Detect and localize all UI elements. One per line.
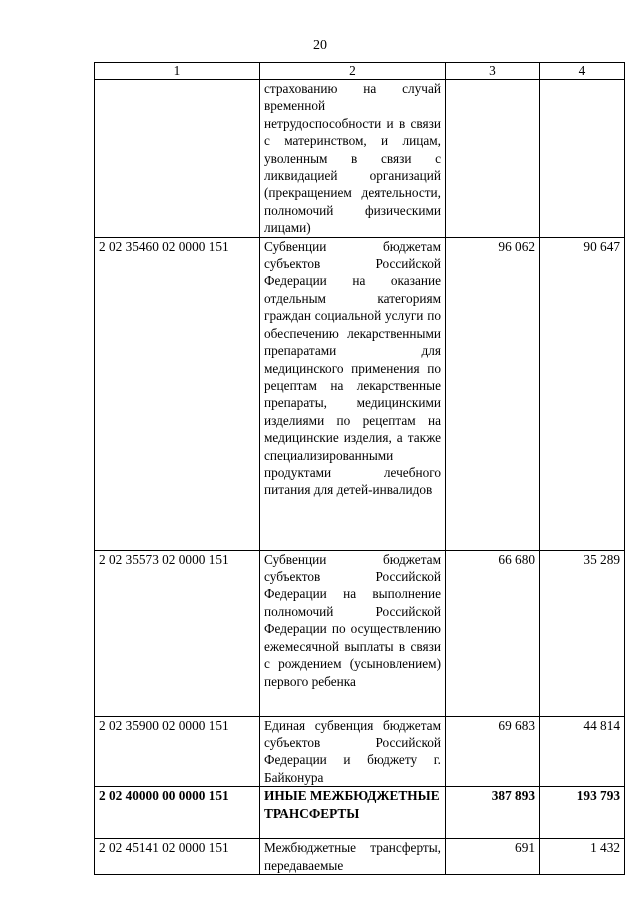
description-cell <box>260 550 446 716</box>
description-text: страхованию на случай временной нетрудоспособности и в связи с материнством, и лицам, уволенным в связи с ликвидацией организаций (прекращением деятельности, полномочий физическими лицами) <box>264 81 441 236</box>
table-row <box>95 716 625 787</box>
code-cell: 2 02 40000 00 0000 151 <box>95 787 260 839</box>
description-text: ИНЫЕ МЕЖБЮДЖЕТНЫЕ ТРАНСФЕРТЫ <box>264 788 440 821</box>
description-cell <box>260 237 446 550</box>
table-row <box>95 839 625 875</box>
description-text: Межбюджетные трансферты, передаваемые <box>264 840 441 873</box>
value-cell-col4: 35 289 <box>540 550 625 716</box>
value-cell-col4: 1 432 <box>540 839 625 875</box>
description-cell <box>260 80 446 238</box>
value-cell-col3: 387 893 <box>446 787 540 839</box>
column-header-1: 1 <box>95 63 260 80</box>
value-cell-col3: 691 <box>446 839 540 875</box>
column-header-2: 2 <box>260 63 446 80</box>
description-text: Субвенции бюджетам субъектов Российской Федерации на выполнение полномочий Российской Федерации по осуществлению ежемесячной выплаты в связи с рождением (усыновлением) первого ребенка <box>264 551 441 689</box>
value-cell-col4 <box>540 80 625 238</box>
table-row <box>95 80 625 238</box>
value-cell-col4: 193 793 <box>540 787 625 839</box>
page-number: 20 <box>313 38 327 53</box>
value-cell-col4: 44 814 <box>540 716 625 787</box>
description-text: Субвенции бюджетам субъектов Российской Федерации на оказание отдельным категориям граждан социальной услуги по обеспечению лекарственными препаратами для медицинского применения по рецептам на лекарственные препараты, медицинскими изделиями по рецептам на медицинские изделия, а также специализированными продуктами лечебного питания для детей-инвалидов <box>264 238 441 498</box>
value-cell-col3: 69 683 <box>446 716 540 787</box>
value-cell-col4: 90 647 <box>540 237 625 550</box>
code-cell <box>95 80 260 238</box>
code-cell: 2 02 35900 02 0000 151 <box>95 716 260 787</box>
description-cell <box>260 787 446 839</box>
budget-table <box>94 62 625 875</box>
code-cell: 2 02 45141 02 0000 151 <box>95 839 260 875</box>
table-row <box>95 550 625 716</box>
value-cell-col3 <box>446 80 540 238</box>
code-cell: 2 02 35460 02 0000 151 <box>95 237 260 550</box>
table-row <box>95 787 625 839</box>
column-header-3: 3 <box>446 63 540 80</box>
value-cell-col3: 66 680 <box>446 550 540 716</box>
value-cell-col3: 96 062 <box>446 237 540 550</box>
code-cell: 2 02 35573 02 0000 151 <box>95 550 260 716</box>
header-row <box>95 63 625 80</box>
description-cell <box>260 839 446 875</box>
description-cell <box>260 716 446 787</box>
column-header-4: 4 <box>540 63 625 80</box>
table-row <box>95 237 625 550</box>
description-text: Единая субвенция бюджетам субъектов Российской Федерации и бюджету г. Байконура <box>264 717 441 785</box>
